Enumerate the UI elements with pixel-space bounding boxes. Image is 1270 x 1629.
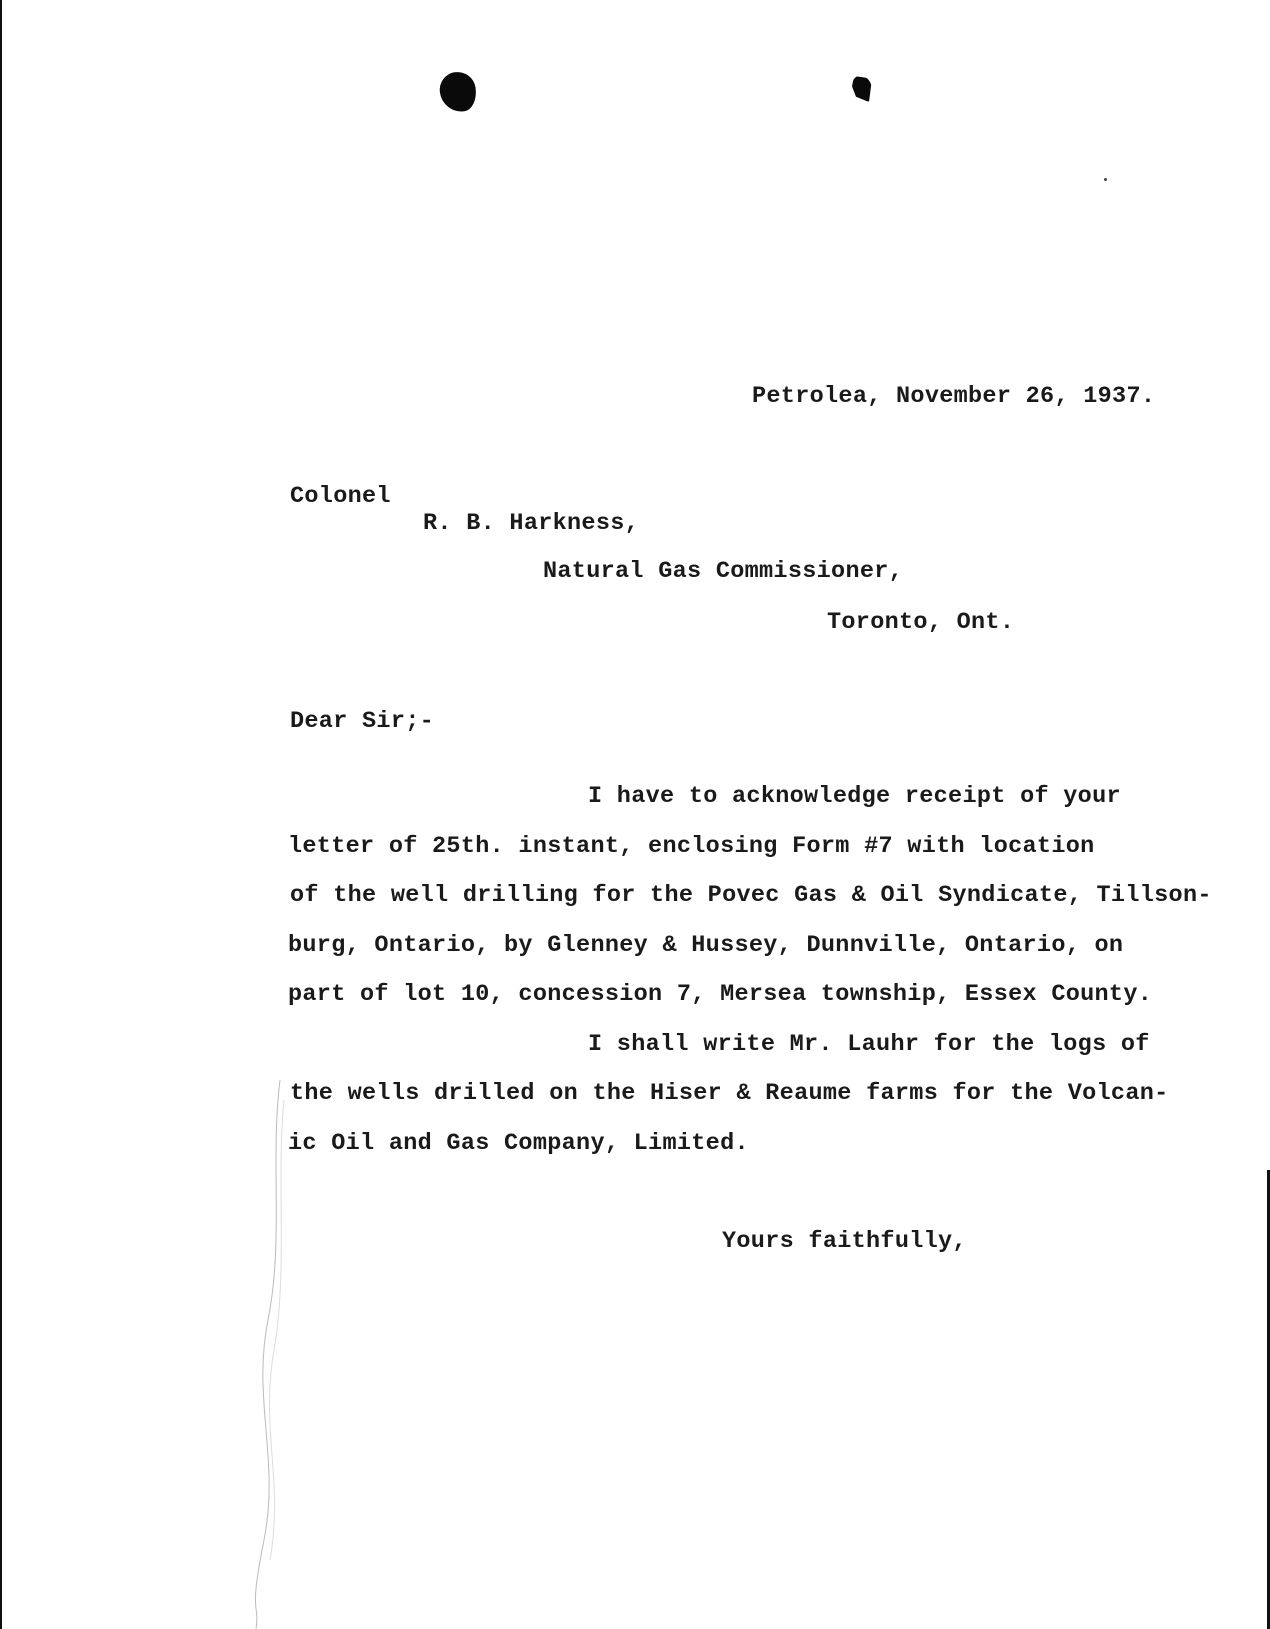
body-line: ic Oil and Gas Company, Limited. bbox=[288, 1130, 749, 1157]
salutation-title: Colonel bbox=[290, 483, 391, 510]
body-line: of the well drilling for the Povec Gas & Oil Syndicate, Tillson- bbox=[290, 882, 1212, 909]
speck bbox=[1104, 178, 1107, 181]
body-line: burg, Ontario, by Glenney & Hussey, Dunnville, Ontario, on bbox=[288, 932, 1124, 959]
body-line: part of lot 10, concession 7, Mersea township, Essex County. bbox=[288, 981, 1153, 1008]
body-line: I have to acknowledge receipt of your bbox=[588, 783, 1121, 810]
recipient-city: Toronto, Ont. bbox=[827, 609, 1015, 636]
closing: Yours faithfully, bbox=[722, 1228, 967, 1255]
date-line: Petrolea, November 26, 1937. bbox=[752, 383, 1156, 410]
greeting: Dear Sir;- bbox=[290, 708, 435, 735]
recipient-name: R. B. Harkness, bbox=[423, 510, 640, 537]
paper-crease bbox=[250, 1080, 290, 1629]
punch-hole-left bbox=[437, 70, 478, 115]
page-left-edge bbox=[0, 0, 2, 1629]
body-line: the wells drilled on the Hiser & Reaume farms for the Volcan- bbox=[290, 1080, 1169, 1107]
punch-hole-right bbox=[852, 76, 872, 102]
body-line: I shall write Mr. Lauhr for the logs of bbox=[588, 1031, 1150, 1058]
recipient-position: Natural Gas Commissioner, bbox=[543, 558, 904, 585]
body-line: letter of 25th. instant, enclosing Form #7 with location bbox=[288, 833, 1095, 860]
